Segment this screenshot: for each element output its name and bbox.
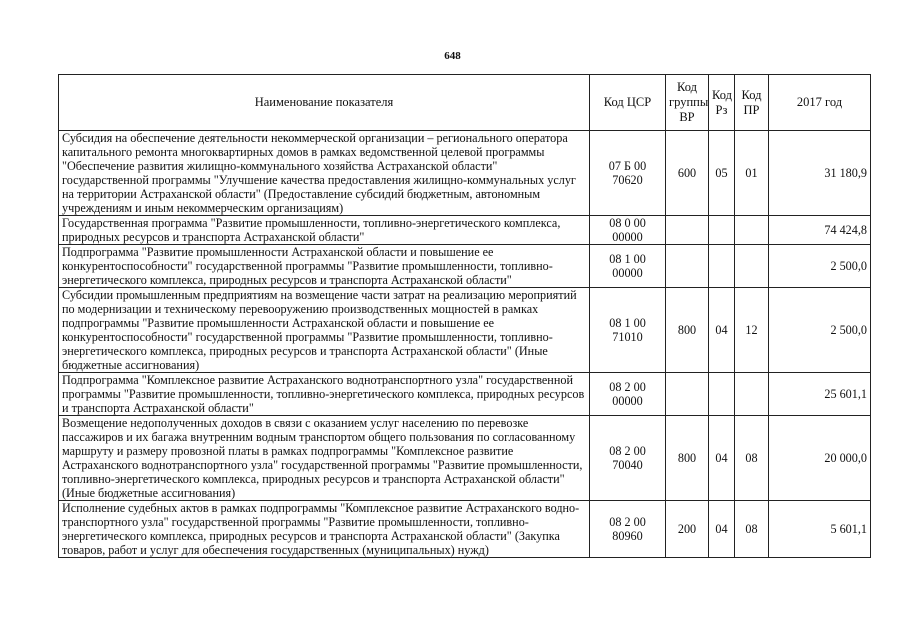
row-csr: 08 2 00 00000 (590, 373, 666, 416)
row-csr: 08 1 00 00000 (590, 245, 666, 288)
row-vr: 800 (666, 288, 709, 373)
row-rz: 04 (709, 416, 735, 501)
header-vr: Код группы ВР (666, 75, 709, 131)
header-row (59, 75, 871, 131)
row-vr: 200 (666, 501, 709, 558)
row-csr: 08 2 00 80960 (590, 501, 666, 558)
header-pr: Код ПР (735, 75, 769, 131)
header-rz: Код Рз (709, 75, 735, 131)
row-rz: 05 (709, 131, 735, 216)
row-pr: 08 (735, 501, 769, 558)
table-row (59, 288, 871, 373)
row-amount: 20 000,0 (769, 416, 871, 501)
page-number: 648 (444, 50, 461, 62)
row-pr: 08 (735, 416, 769, 501)
row-rz (709, 216, 735, 245)
table-row (59, 501, 871, 558)
table-row (59, 373, 871, 416)
row-pr (735, 216, 769, 245)
table-row (59, 416, 871, 501)
row-rz (709, 245, 735, 288)
row-vr: 800 (666, 416, 709, 501)
row-rz (709, 373, 735, 416)
row-amount: 74 424,8 (769, 216, 871, 245)
row-amount: 25 601,1 (769, 373, 871, 416)
table-row (59, 216, 871, 245)
row-vr (666, 216, 709, 245)
row-csr: 07 Б 00 70620 (590, 131, 666, 216)
row-pr (735, 245, 769, 288)
header-year: 2017 год (769, 75, 871, 131)
budget-table (58, 74, 871, 558)
row-csr: 08 1 00 71010 (590, 288, 666, 373)
row-pr: 12 (735, 288, 769, 373)
row-name: Исполнение судебных актов в рамках подпрограммы "Комплексное развитие Астраханского воднотранспортного узла" государственной программы "Развитие промышленности, топливно-энергетического комплекса, природных ресурсов и транспорта Астраханской области" (Закупка товаров, работ и услуг для обеспечения государственных (муниципальных) нужд) (59, 501, 590, 558)
row-name: Подпрограмма "Развитие промышленности Астраханской области и повышение ее конкурентоспособности" государственной программы "Развитие промышленности, топливно-энергетического комплекса, природных ресурсов и транспорта Астраханской области" (59, 245, 590, 288)
row-pr (735, 373, 769, 416)
row-name: Государственная программа "Развитие промышленности, топливно-энергетического комплекса, природных ресурсов и транспорта Астраханской области" (59, 216, 590, 245)
row-csr: 08 2 00 70040 (590, 416, 666, 501)
row-csr: 08 0 00 00000 (590, 216, 666, 245)
header-name: Наименование показателя (59, 75, 590, 131)
row-name: Подпрограмма "Комплексное развитие Астраханского воднотранспортного узла" государственной программы "Развитие промышленности, топливно-энергетического комплекса, природных ресурсов и транспорта Астраханской области" (59, 373, 590, 416)
row-rz: 04 (709, 288, 735, 373)
row-amount: 2 500,0 (769, 288, 871, 373)
row-name: Субсидия на обеспечение деятельности некоммерческой организации – регионального оператора капитального ремонта многоквартирных домов в рамках ведомственной целевой программы "Обеспечение развития жилищно-коммунального хозяйства Астраханской области" государственной программы "Улучшение качества предоставления жилищно-коммунальных услуг на территории Астраханской области" (Предоставление субсидий бюджетным, автономным учреждениям и иным некоммерческим организациям) (59, 131, 590, 216)
row-name: Субсидии промышленным предприятиям на возмещение части затрат на реализацию мероприятий по модернизации и техническому перевооружению производственных мощностей в рамках подпрограммы "Развитие промышленности Астраханской области и повышение ее конкурентоспособности" государственной программы "Развитие промышленности, топливно-энергетического комплекса, природных ресурсов и транспорта Астраханской области" (Иные бюджетные ассигнования) (59, 288, 590, 373)
row-vr (666, 373, 709, 416)
header-csr: Код ЦСР (590, 75, 666, 131)
row-amount: 31 180,9 (769, 131, 871, 216)
row-rz: 04 (709, 501, 735, 558)
table-row (59, 245, 871, 288)
row-vr (666, 245, 709, 288)
row-name: Возмещение недополученных доходов в связи с оказанием услуг населению по перевозке пассажиров и их багажа внутренним водным транспортом общего пользования по согласованному маршруту и размеру провозной платы в рамках подпрограммы "Комплексное развитие Астраханского воднотранспортного узла" государственной программы "Развитие промышленности, топливно-энергетического комплекса, природных ресурсов и транспорта Астраханской области" (Иные бюджетные ассигнования) (59, 416, 590, 501)
row-vr: 600 (666, 131, 709, 216)
row-amount: 2 500,0 (769, 245, 871, 288)
table-row (59, 131, 871, 216)
row-amount: 5 601,1 (769, 501, 871, 558)
row-pr: 01 (735, 131, 769, 216)
